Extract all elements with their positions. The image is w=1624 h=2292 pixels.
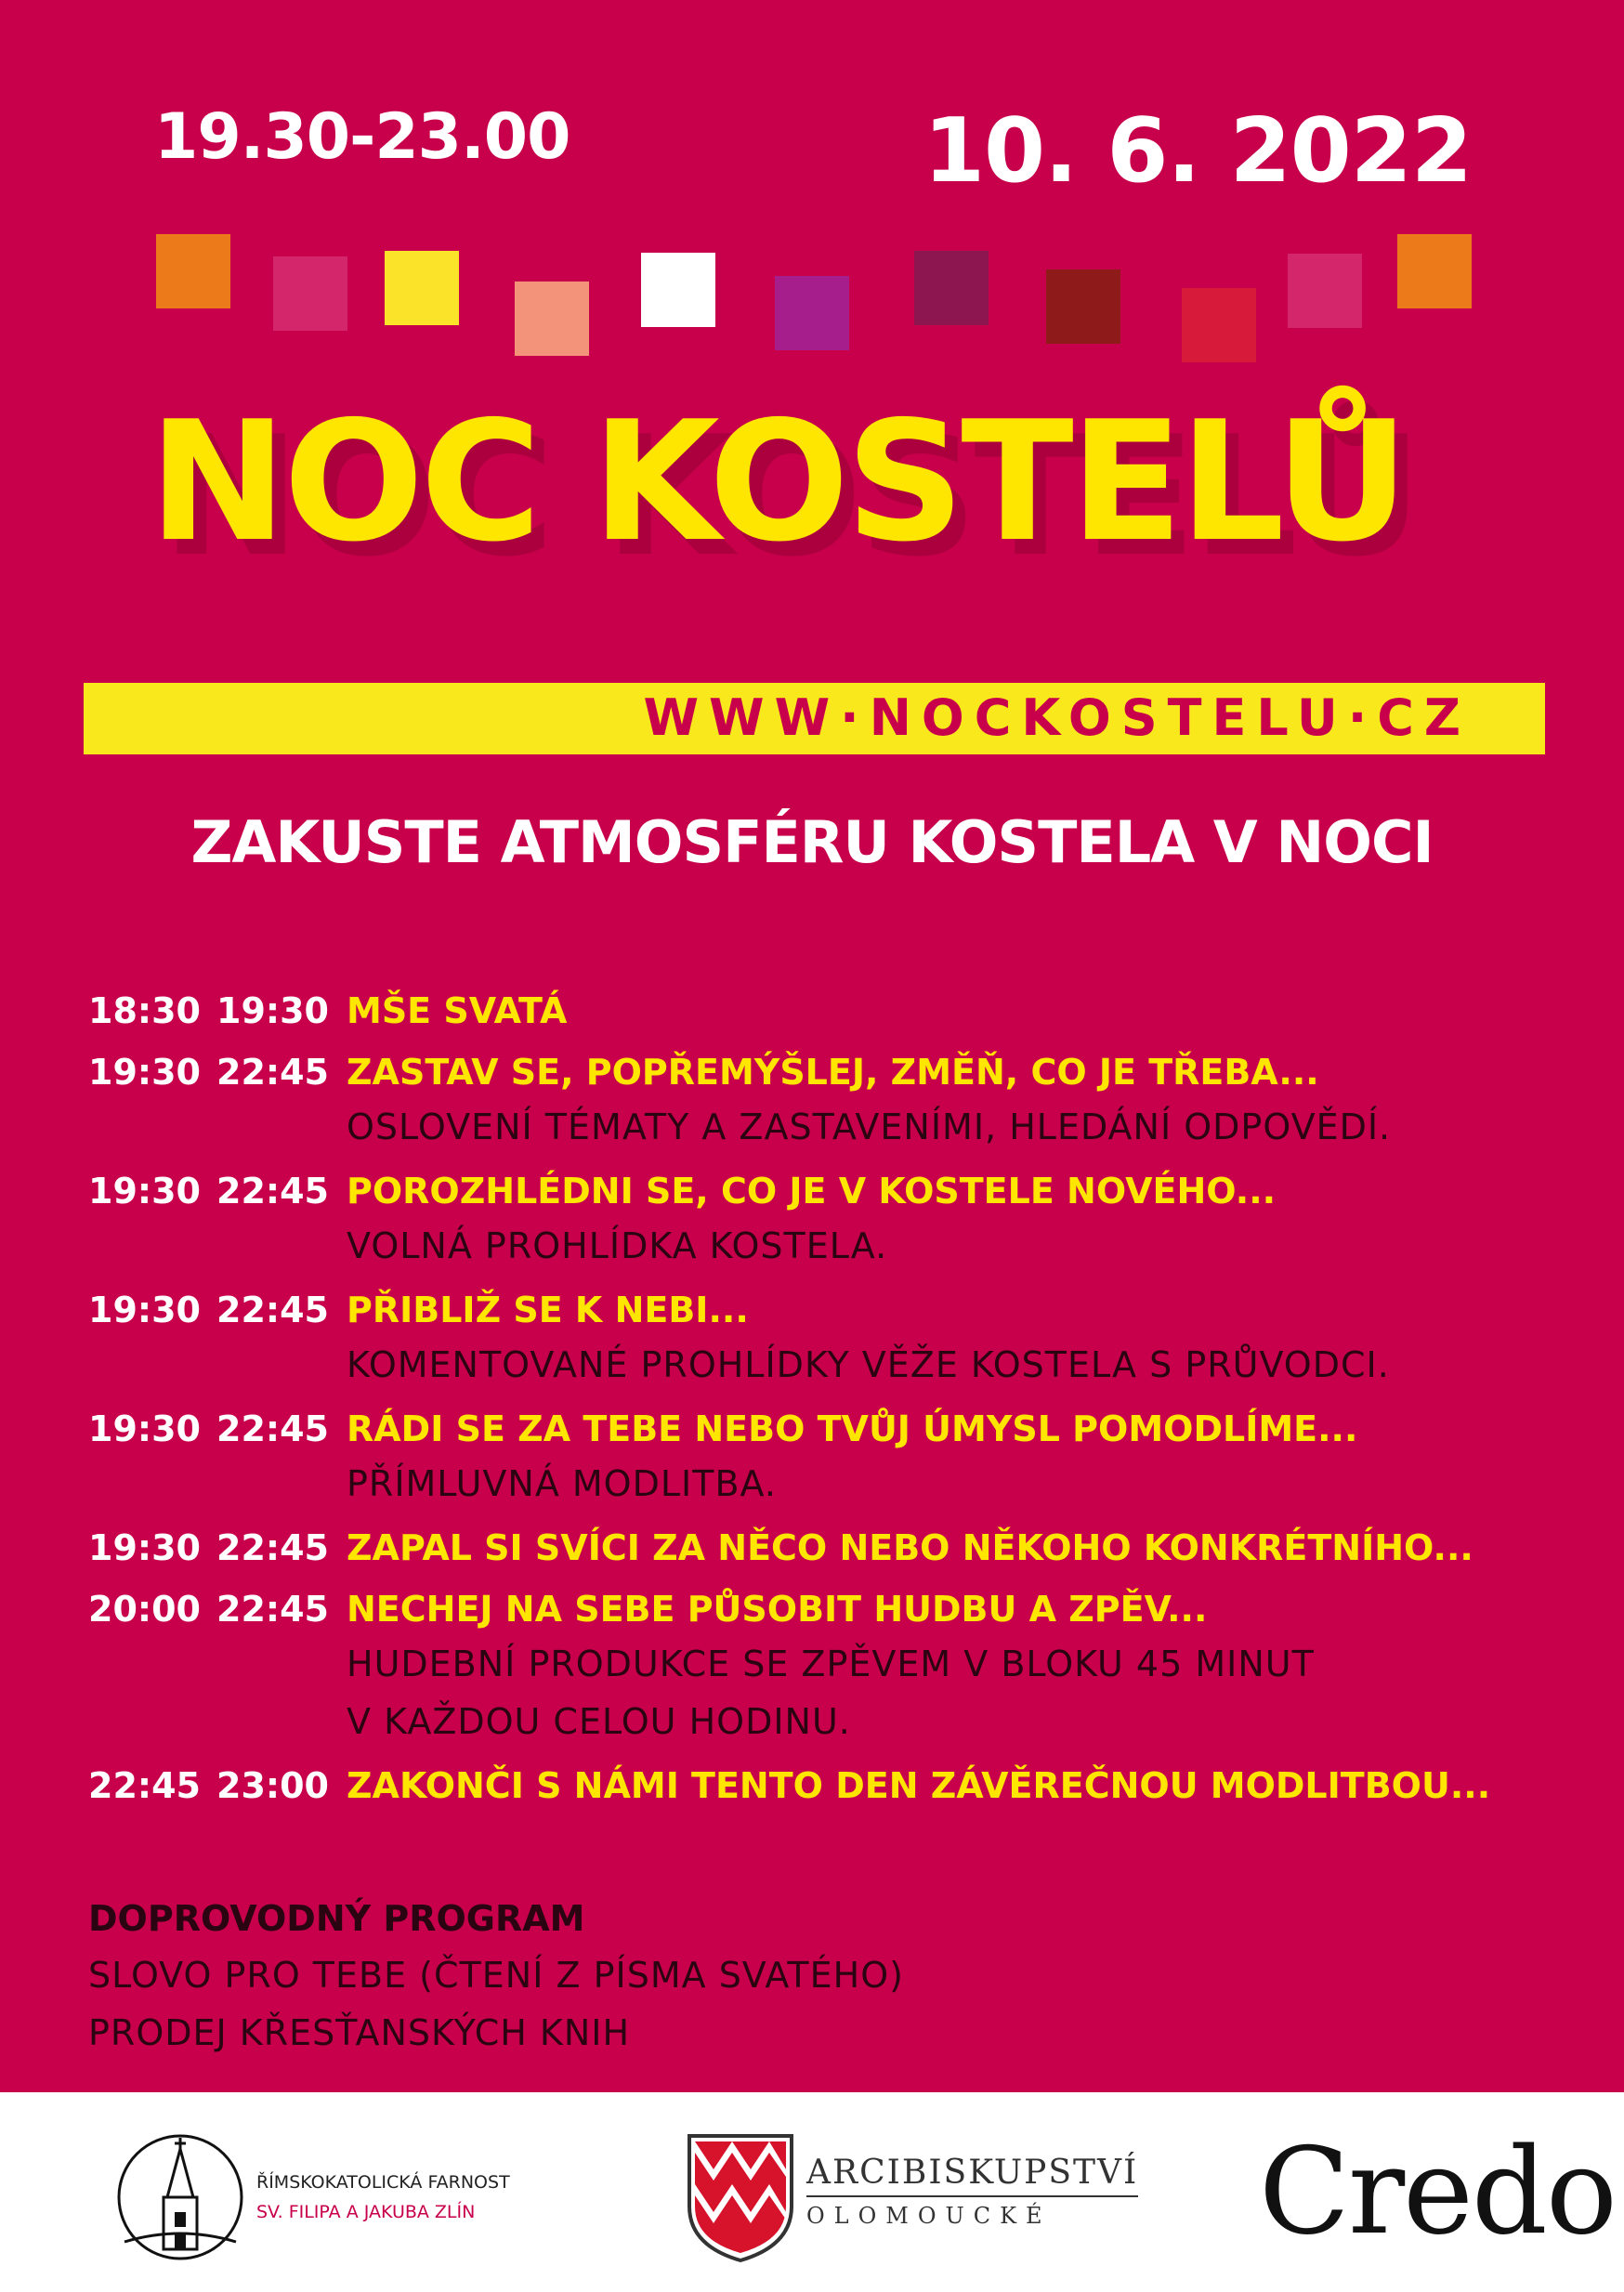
- program-item: PRODEJ KŘESŤANSKÝCH KNIH: [88, 2012, 631, 2053]
- start-time: 22:45: [88, 1765, 201, 1806]
- activity-title: ZASTAV SE, POPŘEMÝŠLEJ, ZMĚŇ, CO JE TŘEBA...: [347, 1052, 1319, 1093]
- start-time: 20:00: [88, 1589, 201, 1630]
- parish-line-2: SV. FILIPA A JAKUBA ZLÍN: [256, 2202, 476, 2222]
- url-band: [84, 683, 1545, 754]
- parish-name: [256, 2168, 510, 2227]
- schedule-row: [88, 1284, 1575, 1394]
- decor-square: [1288, 254, 1362, 328]
- start-time: 18:30: [88, 990, 201, 1031]
- schedule-row: [88, 1165, 1575, 1275]
- decor-square: [914, 251, 989, 325]
- schedule-row: [88, 1583, 1575, 1750]
- activity-title: ZAKONČI S NÁMI TENTO DEN ZÁVĚREČNOU MODLITBOU...: [347, 1765, 1491, 1806]
- schedule-row: [88, 1046, 1575, 1156]
- archdiocese-name: [806, 2154, 1138, 2229]
- decor-square: [1182, 288, 1256, 362]
- end-time: 22:45: [216, 1171, 329, 1211]
- tagline: ZAKUSTE ATMOSFÉRU KOSTELA V NOCI: [190, 808, 1434, 876]
- event-date: 10. 6. 2022: [923, 100, 1472, 203]
- schedule: [88, 985, 1575, 1821]
- schedule-row: [88, 1403, 1575, 1513]
- activity-detail: KOMENTOVANÉ PROHLÍDKY VĚŽE KOSTELA S PRŮVODCI.: [347, 1344, 1390, 1385]
- start-time: 19:30: [88, 1290, 201, 1330]
- schedule-row: [88, 1522, 1575, 1574]
- schedule-row: [88, 1760, 1575, 1812]
- decor-square: [1397, 234, 1472, 308]
- credo-logo: Credo: [1259, 2123, 1616, 2261]
- activity-title: ZAPAL SI SVÍCI ZA NĚCO NEBO NĚKOHO KONKRÉTNÍHO...: [347, 1527, 1473, 1568]
- activity-detail: OSLOVENÍ TÉMATY A ZASTAVENÍMI, HLEDÁNÍ ODPOVĚDÍ.: [347, 1107, 1392, 1147]
- start-time: 19:30: [88, 1052, 201, 1093]
- decor-square: [1046, 269, 1120, 344]
- activity-detail: V KAŽDOU CELOU HODINU.: [347, 1701, 851, 1742]
- activity-title: RÁDI SE ZA TEBE NEBO TVŮJ ÚMYSL POMODLÍME...: [347, 1408, 1358, 1449]
- schedule-row: [88, 985, 1575, 1037]
- activity-detail: HUDEBNÍ PRODUKCE SE ZPĚVEM V BLOKU 45 MINUT: [347, 1644, 1315, 1684]
- activity-title: NECHEJ NA SEBE PŮSOBIT HUDBU A ZPĚV...: [347, 1589, 1208, 1630]
- event-title: NOC KOSTELŮ: [149, 386, 1406, 578]
- parish-line-1: ŘÍMSKOKATOLICKÁ FARNOST: [256, 2172, 510, 2193]
- start-time: 19:30: [88, 1527, 201, 1568]
- activity-title: PŘIBLIŽ SE K NEBI...: [347, 1290, 749, 1330]
- archdiocese-line-2: OLOMOUCKÉ: [806, 2203, 1052, 2229]
- end-time: 23:00: [216, 1765, 329, 1806]
- end-time: 22:45: [216, 1290, 329, 1330]
- end-time: 22:45: [216, 1527, 329, 1568]
- decor-square: [775, 276, 849, 350]
- activity-detail: PŘÍMLUVNÁ MODLITBA.: [347, 1463, 777, 1504]
- activity-title: MŠE SVATÁ: [347, 990, 568, 1031]
- program-title: DOPROVODNÝ PROGRAM: [88, 1898, 585, 1939]
- decor-square: [515, 282, 589, 356]
- end-time: 19:30: [216, 990, 329, 1031]
- start-time: 19:30: [88, 1171, 201, 1211]
- end-time: 22:45: [216, 1052, 329, 1093]
- accompanying-program: [88, 1891, 904, 2062]
- activity-title: POROZHLÉDNI SE, CO JE V KOSTELE NOVÉHO...: [347, 1171, 1277, 1211]
- archdiocese-line-1: ARCIBISKUPSTVÍ: [806, 2154, 1138, 2197]
- decor-square: [273, 256, 347, 331]
- end-time: 22:45: [216, 1408, 329, 1449]
- activity-detail: VOLNÁ PROHLÍDKA KOSTELA.: [347, 1225, 888, 1266]
- decor-square: [385, 251, 459, 325]
- website-link[interactable]: WWW·NOCKOSTELU·CZ: [643, 688, 1471, 747]
- decor-square: [641, 253, 715, 327]
- archdiocese-shield-icon: [686, 2132, 795, 2264]
- church-logo-icon: [115, 2132, 245, 2262]
- program-item: SLOVO PRO TEBE (ČTENÍ Z PÍSMA SVATÉHO): [88, 1955, 904, 1996]
- decor-square: [156, 234, 230, 308]
- start-time: 19:30: [88, 1408, 201, 1449]
- event-time-range: 19.30-23.00: [154, 100, 570, 174]
- end-time: 22:45: [216, 1589, 329, 1630]
